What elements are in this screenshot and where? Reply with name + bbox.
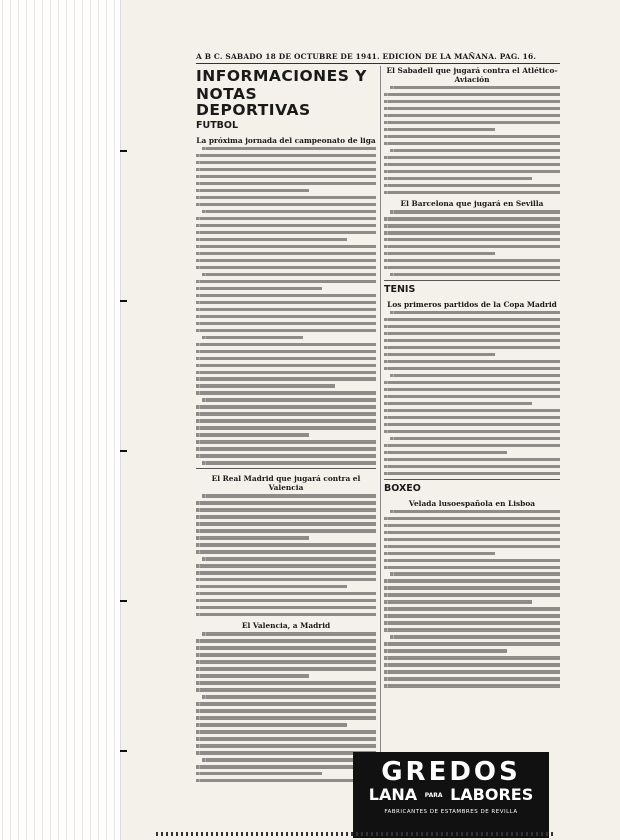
text-line bbox=[196, 522, 376, 525]
text-line bbox=[196, 259, 376, 262]
text-line bbox=[390, 572, 560, 575]
article-body bbox=[196, 494, 376, 616]
text-line bbox=[196, 343, 376, 346]
text-line bbox=[196, 238, 347, 241]
text-line bbox=[196, 182, 376, 185]
text-line bbox=[196, 196, 376, 199]
text-line bbox=[384, 593, 560, 596]
text-line bbox=[196, 660, 376, 663]
text-line bbox=[196, 315, 376, 318]
text-line bbox=[384, 170, 560, 173]
text-line bbox=[196, 550, 376, 553]
text-line bbox=[196, 681, 376, 684]
headline-barcelona: El Barcelona que jugará en Sevilla bbox=[400, 199, 544, 209]
text-line bbox=[384, 458, 560, 461]
text-line bbox=[384, 156, 560, 159]
headline-sabadell: El Sabadell que jugará contra el Atlético-Aviación bbox=[386, 66, 558, 84]
text-line bbox=[196, 730, 376, 733]
text-line bbox=[384, 191, 560, 194]
text-line bbox=[196, 772, 322, 775]
text-line bbox=[384, 100, 560, 103]
text-line bbox=[384, 231, 560, 234]
text-line bbox=[384, 353, 495, 356]
text-line bbox=[384, 538, 560, 541]
columns bbox=[196, 66, 560, 832]
text-line bbox=[384, 642, 560, 645]
text-line bbox=[384, 614, 560, 617]
text-line bbox=[384, 402, 532, 405]
text-line bbox=[384, 360, 560, 363]
text-line bbox=[196, 308, 376, 311]
text-line bbox=[384, 128, 495, 131]
text-line bbox=[390, 273, 560, 276]
text-line bbox=[384, 142, 560, 145]
divider bbox=[384, 479, 560, 480]
binding-mark bbox=[120, 450, 127, 452]
text-line bbox=[384, 677, 560, 680]
text-line bbox=[384, 409, 560, 412]
text-line bbox=[196, 536, 309, 539]
text-line bbox=[196, 391, 376, 394]
text-line bbox=[196, 592, 376, 595]
text-line bbox=[384, 339, 560, 342]
text-line bbox=[384, 121, 560, 124]
text-line bbox=[196, 329, 376, 332]
headline-copa-madrid: Los primeros partidos de la Copa Madrid bbox=[387, 300, 557, 309]
text-line bbox=[384, 621, 560, 624]
text-line bbox=[196, 405, 376, 408]
section-label-tenis: TENIS bbox=[384, 284, 416, 295]
ad-left-word: LANA bbox=[368, 785, 418, 804]
text-line bbox=[196, 357, 376, 360]
text-line bbox=[196, 606, 376, 609]
text-line bbox=[384, 656, 560, 659]
text-line bbox=[390, 437, 560, 440]
text-line bbox=[202, 398, 376, 401]
text-line bbox=[196, 508, 376, 511]
binding-mark bbox=[120, 750, 127, 752]
text-line bbox=[390, 210, 560, 213]
headline-valencia: El Valencia, a Madrid bbox=[241, 621, 331, 631]
section-label-futbol: FUTBOL bbox=[196, 120, 239, 131]
text-line bbox=[196, 765, 376, 768]
text-line bbox=[384, 381, 560, 384]
text-line bbox=[384, 114, 560, 117]
text-line bbox=[384, 545, 560, 548]
section-title-line2: NOTAS DEPORTIVAS bbox=[196, 85, 311, 119]
text-line bbox=[384, 184, 560, 187]
text-line bbox=[390, 635, 560, 638]
text-line bbox=[384, 318, 560, 321]
text-line bbox=[196, 599, 376, 602]
bottom-edge-marks bbox=[156, 832, 556, 836]
text-line bbox=[390, 510, 560, 513]
text-line bbox=[384, 579, 560, 582]
text-line bbox=[384, 600, 532, 603]
text-line bbox=[384, 224, 560, 227]
text-line bbox=[196, 447, 376, 450]
text-line bbox=[384, 259, 560, 262]
text-line bbox=[384, 552, 495, 555]
text-line bbox=[384, 245, 560, 248]
text-line bbox=[196, 161, 376, 164]
text-line bbox=[196, 529, 376, 532]
headline-real-madrid: El Real Madrid que jugará contra el Valencia bbox=[211, 474, 361, 493]
binding-mark bbox=[120, 300, 127, 302]
page-header: A B C. SABADO 18 DE OCTUBRE DE 1941. EDICION DE LA MAÑANA. PAG. 16. bbox=[196, 52, 560, 64]
text-line bbox=[196, 653, 376, 656]
text-line bbox=[196, 779, 376, 782]
text-line bbox=[202, 557, 376, 560]
gredos-advertisement bbox=[353, 752, 549, 838]
text-line bbox=[390, 374, 560, 377]
text-line bbox=[384, 423, 560, 426]
newspaper-page bbox=[196, 52, 560, 832]
text-line bbox=[384, 135, 560, 138]
text-line bbox=[202, 758, 376, 761]
text-line bbox=[384, 517, 560, 520]
text-line bbox=[384, 628, 560, 631]
text-line bbox=[196, 564, 376, 567]
text-line bbox=[384, 472, 560, 475]
text-line bbox=[384, 465, 560, 468]
text-line bbox=[196, 702, 376, 705]
text-line bbox=[384, 451, 507, 454]
article-body bbox=[196, 632, 376, 782]
text-line bbox=[202, 336, 303, 339]
ad-tagline: FABRICANTES DE ESTAMBRES DE REVILLA bbox=[384, 808, 518, 815]
text-line bbox=[384, 107, 560, 110]
text-line bbox=[196, 231, 376, 234]
text-line bbox=[196, 384, 335, 387]
article-body bbox=[384, 311, 560, 475]
text-line bbox=[196, 322, 376, 325]
section-label-boxeo: BOXEO bbox=[384, 482, 421, 494]
text-line bbox=[202, 210, 376, 213]
ad-right-word: LABORES bbox=[450, 785, 534, 804]
text-line bbox=[384, 217, 560, 220]
ad-joiner: PARA bbox=[424, 791, 443, 799]
text-line bbox=[196, 350, 376, 353]
text-line bbox=[196, 716, 376, 719]
text-line bbox=[390, 149, 560, 152]
text-line bbox=[196, 501, 376, 504]
text-line bbox=[196, 433, 309, 436]
text-line bbox=[390, 311, 560, 314]
text-line bbox=[384, 346, 560, 349]
text-line bbox=[196, 203, 376, 206]
text-line bbox=[196, 723, 347, 726]
text-line bbox=[196, 515, 376, 518]
text-line bbox=[196, 578, 376, 581]
text-line bbox=[196, 377, 376, 380]
text-line bbox=[196, 440, 376, 443]
binding-mark bbox=[120, 600, 127, 602]
text-line bbox=[196, 280, 376, 283]
article-body bbox=[384, 86, 560, 194]
text-line bbox=[196, 245, 376, 248]
text-line bbox=[196, 688, 376, 691]
text-line bbox=[390, 86, 560, 89]
text-line bbox=[202, 273, 376, 276]
text-line bbox=[384, 559, 560, 562]
ad-product-line bbox=[353, 786, 549, 805]
text-line bbox=[196, 419, 376, 422]
text-line bbox=[384, 367, 560, 370]
right-column bbox=[380, 66, 560, 832]
text-line bbox=[384, 395, 560, 398]
text-line bbox=[196, 168, 376, 171]
section-title-line1: INFORMACIONES Y bbox=[196, 67, 368, 85]
text-line bbox=[196, 426, 376, 429]
text-line bbox=[384, 163, 560, 166]
text-line bbox=[196, 287, 322, 290]
text-line bbox=[384, 444, 560, 447]
text-line bbox=[384, 649, 507, 652]
headline-lisboa: Velada lusoespañola en Lisboa bbox=[408, 498, 536, 508]
text-line bbox=[196, 454, 376, 457]
text-line bbox=[384, 430, 560, 433]
divider bbox=[384, 280, 560, 281]
text-line bbox=[384, 266, 560, 269]
text-line bbox=[384, 177, 532, 180]
text-line bbox=[196, 266, 376, 269]
text-line bbox=[202, 147, 376, 150]
text-line bbox=[196, 709, 376, 712]
binding-mark bbox=[120, 150, 127, 152]
text-line bbox=[384, 684, 560, 687]
text-line bbox=[196, 175, 376, 178]
text-line bbox=[384, 325, 560, 328]
text-line bbox=[196, 189, 309, 192]
text-line bbox=[196, 751, 376, 754]
text-line bbox=[202, 695, 376, 698]
text-line bbox=[384, 332, 560, 335]
text-line bbox=[196, 224, 376, 227]
text-line bbox=[196, 154, 376, 157]
text-line bbox=[196, 543, 376, 546]
text-line bbox=[384, 663, 560, 666]
text-line bbox=[384, 607, 560, 610]
text-line bbox=[196, 585, 347, 588]
text-line bbox=[196, 364, 376, 367]
text-line bbox=[196, 737, 376, 740]
article-body bbox=[196, 147, 376, 465]
text-line bbox=[384, 416, 560, 419]
text-line bbox=[196, 301, 376, 304]
text-line bbox=[384, 238, 560, 241]
text-line bbox=[384, 252, 495, 255]
text-line bbox=[384, 388, 560, 391]
text-line bbox=[196, 294, 376, 297]
text-line bbox=[196, 571, 376, 574]
headline-liga: La próxima jornada del campeonato de liga bbox=[196, 136, 376, 145]
text-line bbox=[202, 632, 376, 635]
text-line bbox=[196, 412, 376, 415]
text-line bbox=[196, 252, 376, 255]
text-line bbox=[384, 566, 560, 569]
left-column bbox=[196, 66, 376, 832]
text-line bbox=[384, 524, 560, 527]
binding-margin bbox=[0, 0, 121, 840]
text-line bbox=[196, 639, 376, 642]
text-line bbox=[202, 461, 376, 464]
text-line bbox=[384, 531, 560, 534]
article-body bbox=[384, 510, 560, 688]
text-line bbox=[384, 586, 560, 589]
ad-brand: GREDOS bbox=[381, 757, 521, 787]
divider bbox=[196, 468, 376, 469]
text-line bbox=[202, 494, 376, 497]
article-body bbox=[384, 210, 560, 276]
text-line bbox=[196, 674, 309, 677]
text-line bbox=[196, 667, 376, 670]
text-line bbox=[196, 744, 376, 747]
text-line bbox=[196, 646, 376, 649]
text-line bbox=[384, 93, 560, 96]
text-line bbox=[384, 670, 560, 673]
text-line bbox=[196, 371, 376, 374]
text-line bbox=[196, 217, 376, 220]
text-line bbox=[196, 613, 376, 616]
